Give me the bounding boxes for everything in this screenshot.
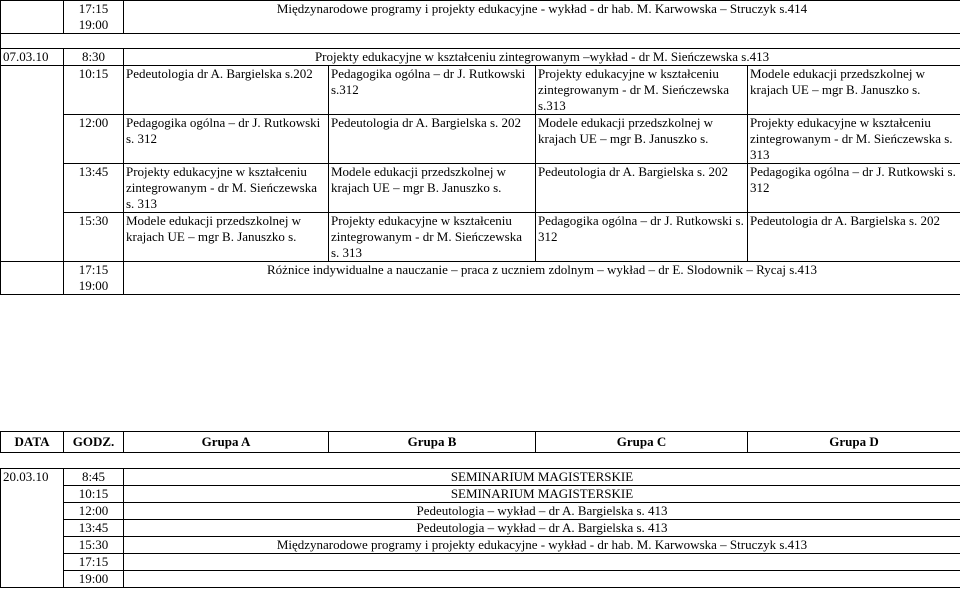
group-a-cell: Pedeutologia dr A. Bargielska s.202 [124, 66, 329, 115]
table-row [1, 34, 960, 49]
table-row [1, 49, 960, 66]
table-row [1, 213, 960, 262]
time-cell: 10:15 [64, 486, 124, 503]
table-row [1, 262, 960, 295]
group-a-cell: Modele edukacji przedszkolnej w krajach UE – mgr B. Januszko s. [124, 213, 329, 262]
time-cell: 8:30 [64, 49, 124, 66]
time-cell: 12:00 [64, 503, 124, 520]
schedule-table-bottom [0, 468, 960, 588]
table-row [1, 469, 960, 486]
date-cell: 20.03.10 [1, 469, 64, 588]
header-godz: GODZ. [64, 432, 124, 453]
lecture-cell: SEMINARIUM MAGISTERSKIE [124, 486, 960, 503]
group-c-cell: Projekty edukacyjne w kształceniu zintegrowanym - dr M. Sieńczewska s.313 [536, 66, 748, 115]
group-b-cell: Pedagogika ogólna – dr J. Rutkowski s.312 [329, 66, 536, 115]
table-row [1, 520, 960, 537]
table-row [1, 66, 960, 115]
lecture-cell: Projekty edukacyjne w kształceniu zintegrowanym –wykład - dr M. Sieńczewska s.413 [124, 49, 960, 66]
date-cell: 07.03.10 [1, 49, 64, 66]
group-d-cell: Modele edukacji przedszkolnej w krajach UE – mgr B. Januszko s. [748, 66, 960, 115]
schedule-table-top [0, 0, 960, 295]
group-d-cell: Pedeutologia dr A. Bargielska s. 202 [748, 213, 960, 262]
table-row [1, 115, 960, 164]
header-group-a: Grupa A [124, 432, 329, 453]
time-cell: 15:30 [64, 537, 124, 554]
time-cell: 12:00 [64, 115, 124, 164]
lecture-cell: Pedeutologia – wykład – dr A. Bargielska s. 413 [124, 503, 960, 520]
table-row [1, 486, 960, 503]
lecture-cell: Międzynarodowe programy i projekty edukacyjne - wykład - dr hab. M. Karwowska – Struczyk s.413 [124, 537, 960, 554]
header-row [1, 432, 960, 453]
lecture-cell [124, 571, 960, 588]
lecture-cell: Międzynarodowe programy i projekty edukacyjne - wykład - dr hab. M. Karwowska – Struczyk s.414 [124, 1, 960, 34]
table-row [1, 503, 960, 520]
group-a-cell: Projekty edukacyjne w kształceniu zintegrowanym - dr M. Sieńczewska s. 313 [124, 164, 329, 213]
group-c-cell: Pedeutologia dr A. Bargielska s. 202 [536, 164, 748, 213]
time-cell: 17:15 19:00 [64, 1, 124, 34]
group-d-cell: Pedagogika ogólna – dr J. Rutkowski s. 312 [748, 164, 960, 213]
time-cell: 8:45 [64, 469, 124, 486]
table-row [1, 537, 960, 554]
group-b-cell: Pedeutologia dr A. Bargielska s. 202 [329, 115, 536, 164]
time-cell: 15:30 [64, 213, 124, 262]
group-a-cell: Pedagogika ogólna – dr J. Rutkowski s. 312 [124, 115, 329, 164]
table-row [1, 1, 960, 34]
header-data: DATA [1, 432, 64, 453]
group-b-cell: Projekty edukacyjne w kształceniu zintegrowanym - dr M. Sieńczewska s. 313 [329, 213, 536, 262]
lecture-cell: Pedeutologia – wykład – dr A. Bargielska s. 413 [124, 520, 960, 537]
header-group-b: Grupa B [329, 432, 536, 453]
group-header-table [0, 431, 960, 453]
group-b-cell: Modele edukacji przedszkolnej w krajach UE – mgr B. Januszko s. [329, 164, 536, 213]
lecture-cell [124, 554, 960, 571]
header-group-d: Grupa D [748, 432, 960, 453]
group-d-cell: Projekty edukacyjne w kształceniu zintegrowanym - dr M. Sieńczewska s. 313 [748, 115, 960, 164]
lecture-cell: SEMINARIUM MAGISTERSKIE [124, 469, 960, 486]
header-group-c: Grupa C [536, 432, 748, 453]
group-c-cell: Pedagogika ogólna – dr J. Rutkowski s. 312 [536, 213, 748, 262]
table-row [1, 164, 960, 213]
time-cell: 17:15 [64, 554, 124, 571]
table-row [1, 554, 960, 571]
time-cell: 10:15 [64, 66, 124, 115]
time-cell: 13:45 [64, 520, 124, 537]
time-cell: 19:00 [64, 571, 124, 588]
table-row [1, 571, 960, 588]
time-cell: 13:45 [64, 164, 124, 213]
lecture-cell: Różnice indywidualne a nauczanie – praca z uczniem zdolnym – wykład – dr E. Slodownik – Rycaj s.413 [124, 262, 960, 295]
group-c-cell: Modele edukacji przedszkolnej w krajach UE – mgr B. Januszko s. [536, 115, 748, 164]
time-cell: 17:15 19:00 [64, 262, 124, 295]
